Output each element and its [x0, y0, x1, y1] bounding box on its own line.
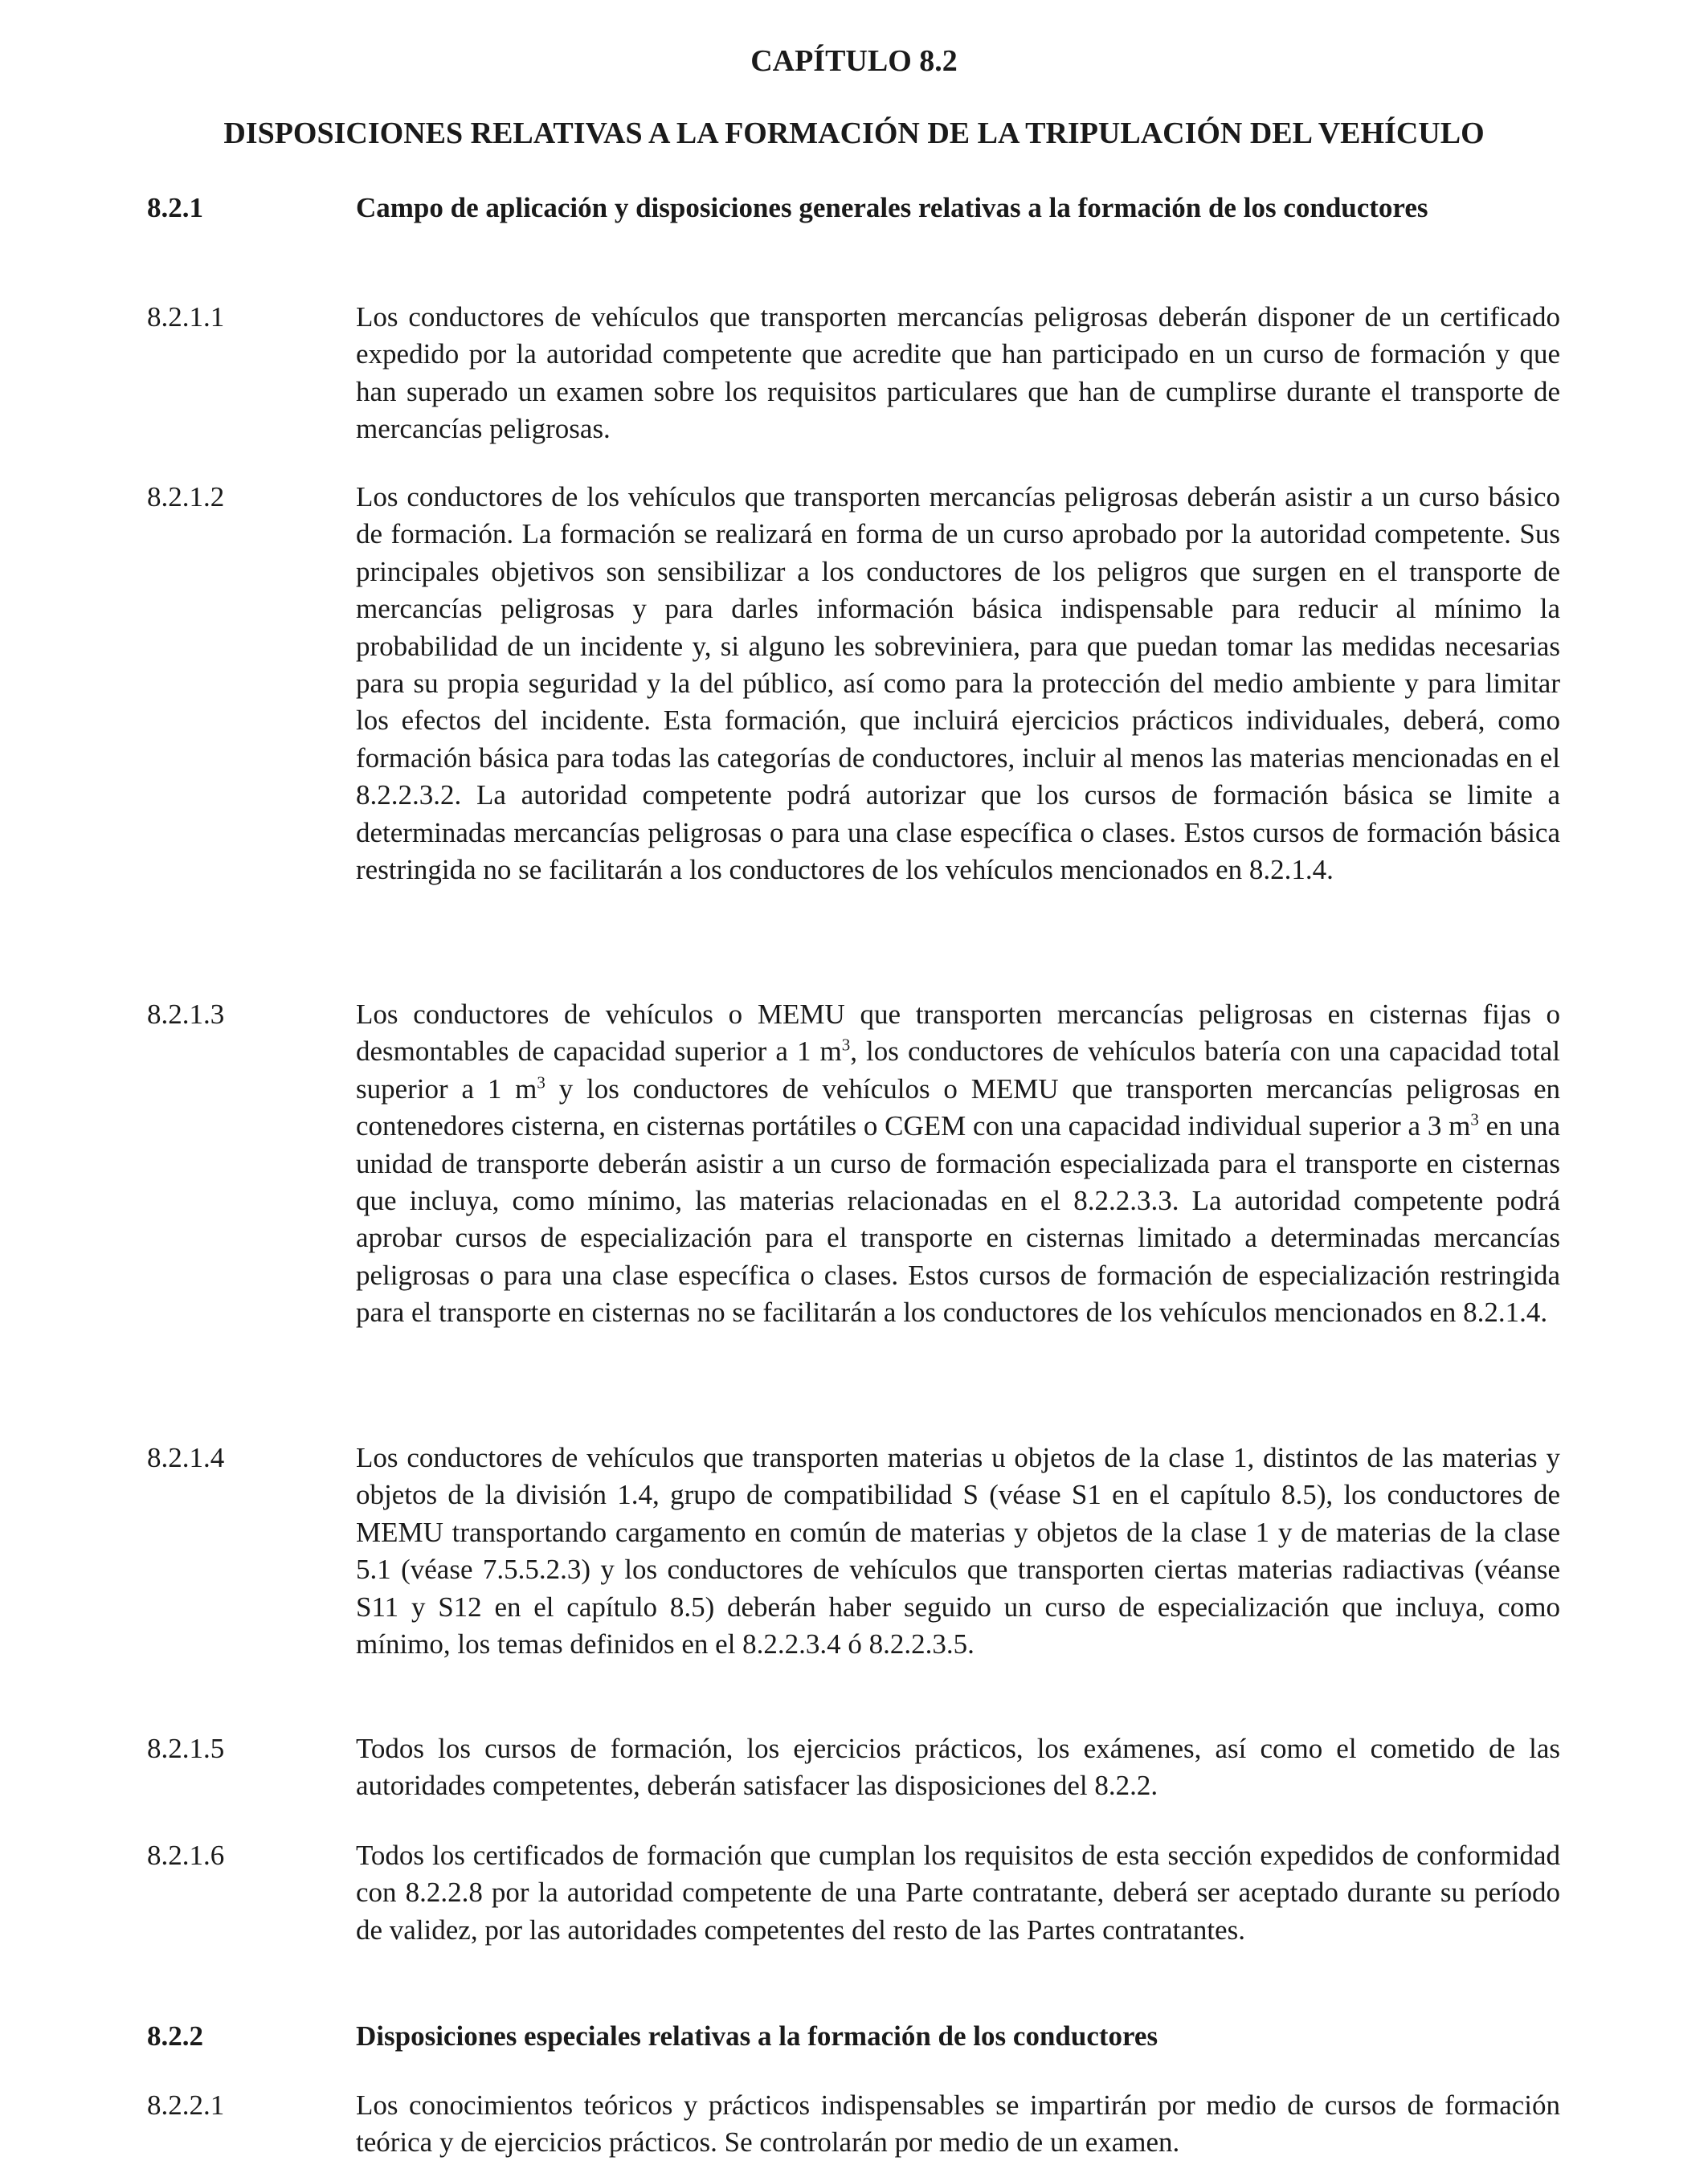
paragraph-text: y los conductores de vehículos o MEMU que transporten mercancías peligrosas en contenedores cisterna, en cisternas portátiles o CGEM con una capacidad individual superior a 3 m — [356, 1072, 1560, 1142]
section-8-2-1-6 — [147, 1837, 1560, 1949]
section-8-2-1-1 — [147, 299, 1560, 448]
section-number: 8.2.2 — [147, 2020, 203, 2052]
section-8-2-1-2 — [147, 479, 1560, 888]
chapter-subtitle: DISPOSICIONES RELATIVAS A LA FORMACIÓN DE LA TRIPULACIÓN DEL VEHÍCULO — [223, 116, 1485, 150]
section-heading: Disposiciones especiales relativas a la formación de los conductores — [356, 2020, 1158, 2052]
chapter-title: CAPÍTULO 8.2 — [750, 44, 958, 78]
section-paragraph: Los conocimientos teóricos y prácticos indispensables se impartirán por medio de cursos de formación teórica y de ejercicios prácticos. Se controlarán por medio de un examen. — [356, 2089, 1560, 2159]
paragraph-text: en una unidad de transporte deberán asistir a un curso de formación especializada para el transporte en cisternas que incluya, como mínimo, las materias relacionadas en el 8.2.2.3.3. La autoridad competente podrá aprobar cursos de especialización para el transporte en cisternas limitado a determinadas mercancías peligrosas o para una clase específica o clases. Estos cursos de formación de especialización restringida para el transporte en cisternas no se facilitarán a los conductores de los vehículos mencionados en 8.2.1.4. — [356, 1110, 1560, 1329]
section-8-2-1-4 — [147, 1440, 1560, 1663]
section-8-2-1-3 — [147, 996, 1560, 1332]
section-paragraph: Todos los certificados de formación que cumplan los requisitos de esta sección expedidos de conformidad con 8.2.2.8 por la autoridad competente de una Parte contratante, deberá ser aceptado durante su período de validez, por las autoridades competentes del resto de las Partes contratantes. — [356, 1840, 1560, 1946]
section-number: 8.2.1 — [147, 192, 203, 223]
section-paragraph: Los conductores de vehículos que transporten materias u objetos de la clase 1, distintos de las materias y objetos de la división 1.4, grupo de compatibilidad S (véase S1 en el capítulo 8.5), los conductores de MEMU transportando cargamento en común de materias y objetos de la clase 1 y de materias de la clase 5.1 (véase 7.5.5.2.3) y los conductores de vehículos que transporten ciertas materias radiactivas (véanse S11 y S12 en el capítulo 8.5) deberán haber seguido un curso de especialización que incluya, como mínimo, los temas definidos en el 8.2.2.3.4 ó 8.2.2.3.5. — [356, 1442, 1560, 1660]
section-heading: Campo de aplicación y disposiciones generales relativas a la formación de los conductores — [356, 192, 1428, 223]
section-number: 8.2.1.2 — [147, 481, 225, 513]
section-number: 8.2.1.6 — [147, 1840, 225, 1871]
section-number: 8.2.1.1 — [147, 301, 225, 333]
section-number: 8.2.2.1 — [147, 2089, 225, 2121]
paragraph-text: Los conductores de vehículos o MEMU que transporten mercancías peligrosas en cisternas fijas o desmontables de capacidad superior a 1 m — [356, 999, 1560, 1068]
superscript: 3 — [841, 1035, 851, 1055]
section-8-2-2 — [147, 2018, 1560, 2055]
section-8-2-2-1 — [147, 2087, 1560, 2162]
paragraph-text: , los conductores de vehículos batería con una capacidad total superior a 1 m — [356, 1035, 1560, 1105]
superscript: 3 — [1470, 1109, 1479, 1129]
superscript: 3 — [537, 1072, 545, 1093]
section-number: 8.2.1.4 — [147, 1442, 225, 1473]
section-number: 8.2.1.5 — [147, 1733, 225, 1764]
section-8-2-1 — [147, 190, 1560, 227]
section-paragraph: Los conductores de los vehículos que transporten mercancías peligrosas deberán asistir a un curso básico de formación. La formación se realizará en forma de un curso aprobado por la autoridad competente. Sus principales objetivos son sensibilizar a los conductores de los peligros que surgen en el transporte de mercancías peligrosas y para darles información básica indispensable para reducir al mínimo la probabilidad de un incidente y, si alguno les sobreviniera, para que puedan tomar las medidas necesarias para su propia seguridad y la del público, así como para la protección del medio ambiente y para limitar los efectos del incidente. Esta formación, que incluirá ejercicios prácticos individuales, deberá, como formación básica para todas las categorías de conductores, incluir al menos las materias mencionadas en el 8.2.2.3.2. La autoridad competente podrá autorizar que los cursos de formación básica se limite a determinadas mercancías peligrosas o para una clase específica o clases. Estos cursos de formación básica restringida no se facilitarán a los conductores de los vehículos mencionados en 8.2.1.4. — [356, 481, 1560, 886]
section-8-2-1-5 — [147, 1730, 1560, 1805]
section-paragraph — [356, 996, 1560, 1332]
section-paragraph: Todos los cursos de formación, los ejercicios prácticos, los exámenes, así como el cometido de las autoridades competentes, deberán satisfacer las disposiciones del 8.2.2. — [356, 1733, 1560, 1802]
section-number: 8.2.1.3 — [147, 999, 225, 1030]
section-paragraph: Los conductores de vehículos que transporten mercancías peligrosas deberán disponer de un certificado expedido por la autoridad competente que acredite que han participado en un curso de formación y que han superado un examen sobre los requisitos particulares que han de cumplirse durante el transporte de mercancías peligrosas. — [356, 301, 1560, 445]
